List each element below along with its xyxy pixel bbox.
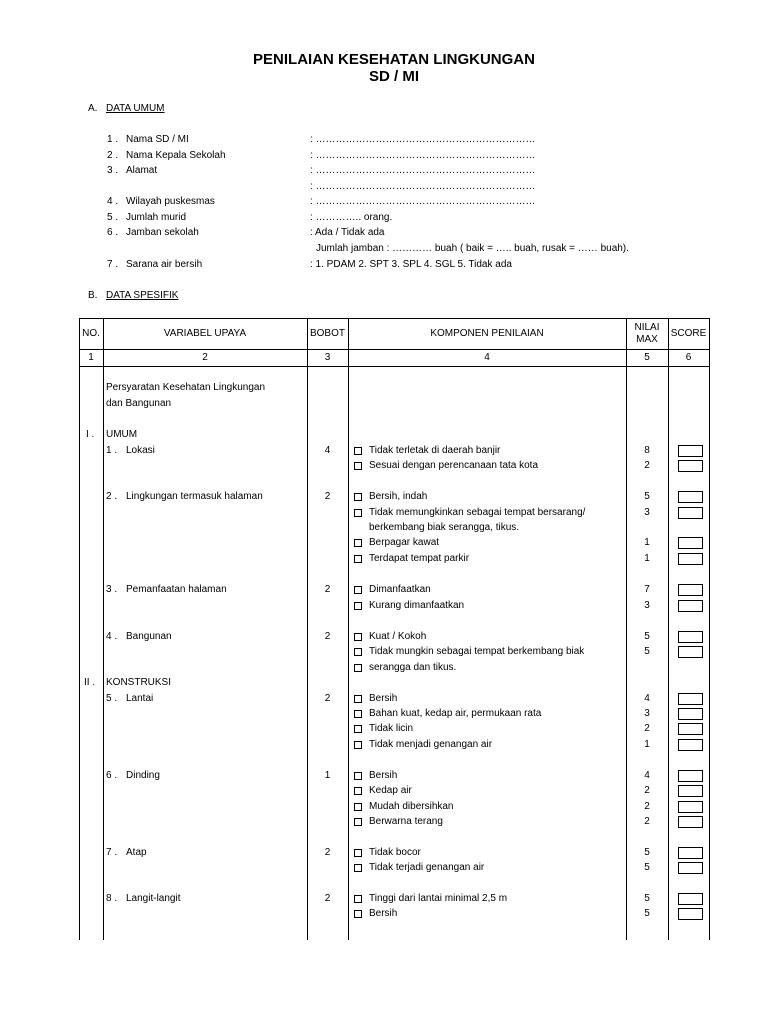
table-border xyxy=(348,318,349,940)
section-a-heading: DATA UMUM xyxy=(106,103,165,114)
nilai-max: 2 xyxy=(644,723,650,734)
nilai-max: 5 xyxy=(644,847,650,858)
table-border xyxy=(103,318,104,940)
section-a-letter: A. xyxy=(88,103,98,114)
item-number: 6 . xyxy=(107,227,119,238)
component-checkbox[interactable] xyxy=(354,818,362,826)
component-text: Bersih xyxy=(369,693,398,704)
item-value-field[interactable]: : Ada / Tidak ada xyxy=(310,227,385,238)
component-text: Sesuai dengan perencanaan tata kota xyxy=(369,460,539,471)
component-checkbox[interactable] xyxy=(354,633,362,641)
variable-bobot: 4 xyxy=(324,445,331,456)
variable-name: Atap xyxy=(126,847,147,858)
variable-name: Pemanfaatan halaman xyxy=(126,584,227,595)
item-label: Nama Kepala Sekolah xyxy=(126,150,226,161)
variable-bobot: 1 xyxy=(324,770,331,781)
score-box[interactable] xyxy=(678,816,703,828)
col-number: 4 xyxy=(484,352,490,363)
nilai-max: 4 xyxy=(644,770,650,781)
component-text: Tidak terjadi genangan air xyxy=(369,862,485,873)
nilai-max: 5 xyxy=(644,893,650,904)
variable-number: 5 . xyxy=(106,693,118,704)
score-box[interactable] xyxy=(678,507,703,519)
item-number: 3 . xyxy=(107,165,119,176)
component-text: Berpagar kawat xyxy=(369,537,440,548)
table-border xyxy=(79,366,709,367)
nilai-max: 5 xyxy=(644,908,650,919)
group-name: UMUM xyxy=(106,429,138,440)
variable-name: Langit-langit xyxy=(126,893,181,904)
component-text: Tidak memungkinkan sebagai tempat bersarang/ xyxy=(369,507,586,518)
table-border xyxy=(79,318,709,319)
score-box[interactable] xyxy=(678,553,703,565)
nilai-max: 5 xyxy=(644,631,650,642)
component-text: Kuat / Kokoh xyxy=(369,631,427,642)
col-header-no: NO. xyxy=(82,328,100,339)
variable-name: Dinding xyxy=(126,770,160,781)
nilai-max: 1 xyxy=(644,537,650,548)
variable-bobot: 2 xyxy=(324,491,331,502)
item-label: Alamat xyxy=(126,165,158,176)
item-label: Jamban sekolah xyxy=(126,227,199,238)
variable-name: Bangunan xyxy=(126,631,172,642)
item-number: 2 . xyxy=(107,150,119,161)
table-border xyxy=(668,318,669,940)
score-box[interactable] xyxy=(678,908,703,920)
component-text: Terdapat tempat parkir xyxy=(369,553,470,564)
component-checkbox[interactable] xyxy=(354,772,362,780)
component-checkbox[interactable] xyxy=(354,462,362,470)
nilai-max: 2 xyxy=(644,801,650,812)
item-label: Sarana air bersih xyxy=(126,259,203,270)
score-box[interactable] xyxy=(678,739,703,751)
section-b-heading: DATA SPESIFIK xyxy=(106,290,179,301)
score-box[interactable] xyxy=(678,770,703,782)
variable-number: 8 . xyxy=(106,893,118,904)
score-box[interactable] xyxy=(678,445,703,457)
col-header-komponen: KOMPONEN PENILAIAN xyxy=(430,328,544,339)
nilai-max: 5 xyxy=(644,862,650,873)
page-title: PENILAIAN KESEHATAN LINGKUNGAN xyxy=(253,51,535,68)
item-value-field[interactable]: : ………………………………………………………… xyxy=(310,196,536,207)
variable-number: 3 . xyxy=(106,584,118,595)
nilai-max: 5 xyxy=(644,646,650,657)
variable-bobot: 2 xyxy=(324,631,331,642)
score-box[interactable] xyxy=(678,584,703,596)
col-number: 3 xyxy=(324,352,331,363)
component-text: Bahan kuat, kedap air, permukaan rata xyxy=(369,708,542,719)
component-text: Mudah dibersihkan xyxy=(369,801,454,812)
nilai-max: 3 xyxy=(644,507,650,518)
component-checkbox[interactable] xyxy=(354,725,362,733)
nilai-max: 4 xyxy=(644,693,650,704)
component-text: Bersih xyxy=(369,770,398,781)
item-number: 1 . xyxy=(107,134,119,145)
variable-name: Lokasi xyxy=(126,445,155,456)
table-border xyxy=(709,318,710,940)
component-checkbox[interactable] xyxy=(354,849,362,857)
score-box[interactable] xyxy=(678,600,703,612)
col-header-bobot: BOBOT xyxy=(309,328,345,339)
score-box[interactable] xyxy=(678,491,703,503)
score-box[interactable] xyxy=(678,631,703,643)
item-value-field[interactable]: : ………………………………………………………… xyxy=(310,165,536,176)
item-number: 5 . xyxy=(107,212,119,223)
nilai-max: 1 xyxy=(644,553,650,564)
score-box[interactable] xyxy=(678,801,703,813)
page-subtitle: SD / MI xyxy=(368,68,419,85)
variable-name: Lantai xyxy=(126,693,154,704)
nilai-max: 8 xyxy=(644,445,650,456)
group-number: II . xyxy=(84,677,96,688)
col-number: 1 xyxy=(88,352,94,363)
nilai-max: 1 xyxy=(644,739,650,750)
score-box[interactable] xyxy=(678,723,703,735)
variable-number: 7 . xyxy=(106,847,118,858)
intro-text: dan Bangunan xyxy=(106,398,172,409)
component-text: Tidak licin xyxy=(369,723,414,734)
score-box[interactable] xyxy=(678,847,703,859)
col-header-max: MAX xyxy=(636,334,658,345)
component-text: Kedap air xyxy=(369,785,412,796)
component-text: Tidak menjadi genangan air xyxy=(369,739,493,750)
component-text: Tidak terletak di daerah banjir xyxy=(369,445,501,456)
component-checkbox[interactable] xyxy=(354,447,362,455)
item-value-field[interactable]: : ………………………………………………………… xyxy=(310,150,536,161)
nilai-max: 2 xyxy=(644,816,650,827)
table-border xyxy=(79,349,709,350)
item-label: Nama SD / MI xyxy=(126,134,189,145)
table-border xyxy=(79,318,80,940)
item-value-field[interactable]: : ………………………………………………………… xyxy=(310,181,536,192)
item-number: 4 . xyxy=(107,196,119,207)
col-number: 5 xyxy=(644,352,650,363)
col-header-score: SCORE xyxy=(670,328,707,339)
item-value-field[interactable]: : 1. PDAM 2. SPT 3. SPL 4. SGL 5. Tidak ada xyxy=(310,259,512,270)
score-box[interactable] xyxy=(678,646,703,658)
item-value-field[interactable]: : ………………………………………………………… xyxy=(310,134,536,145)
component-checkbox[interactable] xyxy=(354,539,362,547)
nilai-max: 3 xyxy=(644,708,650,719)
variable-bobot: 2 xyxy=(324,847,331,858)
component-checkbox[interactable] xyxy=(354,555,362,563)
component-checkbox[interactable] xyxy=(354,895,362,903)
component-checkbox[interactable] xyxy=(354,741,362,749)
component-checkbox[interactable] xyxy=(354,509,362,517)
nilai-max: 7 xyxy=(644,584,650,595)
score-box[interactable] xyxy=(678,537,703,549)
group-number: I . xyxy=(86,429,95,440)
variable-number: 2 . xyxy=(106,491,118,502)
group-name: KONSTRUKSI xyxy=(106,677,172,688)
section-b-letter: B. xyxy=(88,290,98,301)
col-number: 2 xyxy=(202,352,208,363)
component-text: Berwarna terang xyxy=(369,816,443,827)
component-text: Bersih, indah xyxy=(369,491,428,502)
item-label: Wilayah puskesmas xyxy=(126,196,215,207)
nilai-max: 2 xyxy=(644,785,650,796)
score-box[interactable] xyxy=(678,785,703,797)
variable-number: 1 . xyxy=(106,445,118,456)
col-header-variabel: VARIABEL UPAYA xyxy=(163,328,247,339)
component-checkbox[interactable] xyxy=(354,710,362,718)
component-checkbox[interactable] xyxy=(354,664,362,672)
item-value-field[interactable]: : ………….. orang. xyxy=(310,212,393,223)
component-text: Tinggi dari lantai minimal 2,5 m xyxy=(369,893,508,904)
col-number: 6 xyxy=(685,352,692,363)
variable-number: 6 . xyxy=(106,770,118,781)
item-label: Jumlah murid xyxy=(126,212,187,223)
score-box[interactable] xyxy=(678,693,703,705)
component-checkbox[interactable] xyxy=(354,864,362,872)
variable-bobot: 2 xyxy=(324,584,331,595)
variable-name: Lingkungan termasuk halaman xyxy=(126,491,263,502)
component-checkbox[interactable] xyxy=(354,586,362,594)
component-text: Dimanfaatkan xyxy=(369,584,431,595)
item-number: 7 . xyxy=(107,259,119,270)
variable-number: 4 . xyxy=(106,631,118,642)
col-header-nilai: NILAI xyxy=(634,322,660,333)
item-value-field[interactable]: Jumlah jamban : ………… buah ( baik = ….. buah, rusak = …… buah). xyxy=(316,243,629,254)
nilai-max: 5 xyxy=(644,491,650,502)
variable-bobot: 2 xyxy=(324,693,331,704)
nilai-max: 2 xyxy=(644,460,650,471)
component-text: Kurang dimanfaatkan xyxy=(369,600,465,611)
component-text: Bersih xyxy=(369,908,398,919)
component-text: Tidak bocor xyxy=(369,847,421,858)
component-text: Tidak mungkin sebagai tempat berkembang biak xyxy=(369,646,585,657)
variable-bobot: 2 xyxy=(324,893,331,904)
intro-text: Persyaratan Kesehatan Lingkungan xyxy=(106,382,266,393)
score-box[interactable] xyxy=(678,460,703,472)
component-checkbox[interactable] xyxy=(354,910,362,918)
component-checkbox[interactable] xyxy=(354,695,362,703)
component-checkbox[interactable] xyxy=(354,493,362,501)
component-checkbox[interactable] xyxy=(354,803,362,811)
component-checkbox[interactable] xyxy=(354,602,362,610)
component-text: serangga dan tikus. xyxy=(369,662,457,673)
nilai-max: 3 xyxy=(644,600,650,611)
score-box[interactable] xyxy=(678,862,703,874)
score-box[interactable] xyxy=(678,708,703,720)
component-text: berkembang biak serangga, tikus. xyxy=(369,522,520,533)
score-box[interactable] xyxy=(678,893,703,905)
component-checkbox[interactable] xyxy=(354,787,362,795)
component-checkbox[interactable] xyxy=(354,648,362,656)
